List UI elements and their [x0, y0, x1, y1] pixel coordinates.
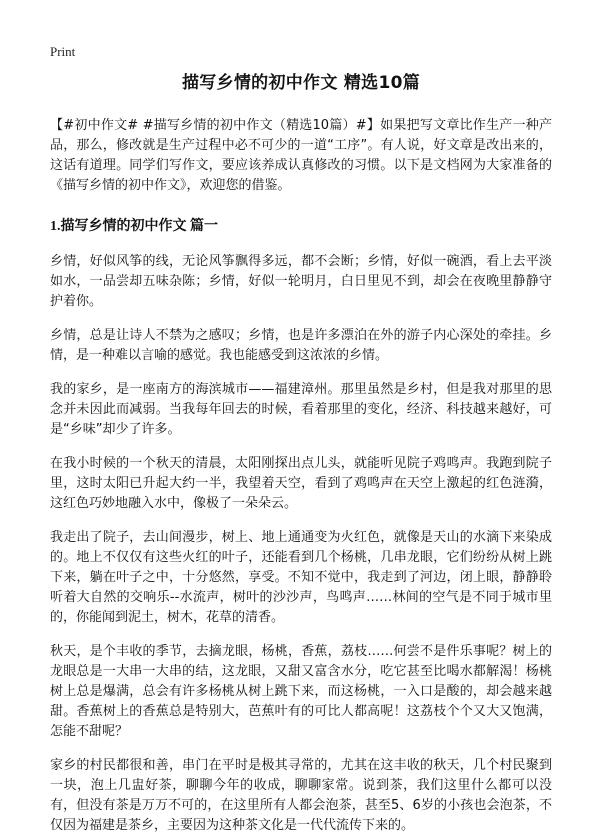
body-paragraph-1: 乡情，好似风筝的线，无论风筝飘得多远，都不会断；乡情，好似一碗酒，看上去平淡如水，一品尝却五味杂陈；乡情，好似一轮明月，白日里见不到，却会在夜晚里静静守护着你。 [50, 254, 552, 309]
section-heading: 1.描写乡情的初中作文 篇一 [50, 219, 218, 234]
body-paragraph-4: 在我小时候的一个秋天的清晨，太阳刚探出点儿头，就能听见院子鸡鸣声。我跑到院子里，这时太阳已升起大约一半，我望着天空，看到了鸡鸣声在天空上激起的红色涟漪，这红色巧妙地融入水中，像极了一朵朵云。 [50, 456, 552, 511]
body-paragraph-2: 乡情，总是让诗人不禁为之感叹；乡情，也是许多漂泊在外的游子内心深处的牵挂。乡情，是一种难以言喻的感觉。我也能感受到这浓浓的乡情。 [50, 328, 552, 363]
page-title: 描写乡情的初中作文 精选10篇 [181, 73, 421, 93]
body-paragraph-3: 我的家乡，是一座南方的海滨城市——福建漳州。那里虽然是乡村，但是我对那里的思念并未因此而减弱。当我每年回去的时候，看着那里的变化，经济、科技越来越好，可是“乡味”却少了许多。 [50, 382, 552, 437]
body-paragraph-7: 家乡的村民都很和善，串门在平时是极其寻常的，尤其在这丰收的秋天，几个村民聚到一块，泡上几盅好茶，聊聊今年的收成，聊聊家常。说到茶，我们这里什么都可以没有，但没有茶是万万不可的，在这里所有人都会泡茶，甚至5、6岁的小孩也会泡茶，不仅因为福建是茶乡，主要因为这种茶文化是一代代流传下来的。 [50, 758, 552, 833]
body-paragraph-6: 秋天，是个丰收的季节，去摘龙眼，杨桃，香蕉，荔枝……何尝不是件乐事呢？树上的龙眼总是一大串一大串的结，这龙眼，又甜又富含水分，吃它甚至比喝水都解渴！杨桃树上总是爆满，总会有许多杨桃从树上跳下来，而这杨桃，一入口是酸的，却会越来越甜。香蕉树上的香蕉总是特别大，芭蕉叶有的可比人都高呢！这荔枝个个又大又饱满，怎能不甜呢？ [50, 644, 552, 739]
body-paragraph-5: 我走出了院子，去山间漫步，树上、地上通通变为火红色，就像是天山的水滴下来染成的。地上不仅仅有这些火红的叶子，还能看到几个杨桃，几串龙眼，它们纷纷从树上跳下来，躺在叶子之中，十分悠然，享受。不知不觉中，我走到了河边，闭上眼，静静聆听着大自然的交响乐--水流声，树叶的沙沙声，鸟鸣声……林间的空气是不同于城市里的，你能闻到泥土，树木，花草的清香。 [50, 530, 552, 625]
intro-paragraph: 【#初中作文# #描写乡情的初中作文（精选10篇）#】如果把写文章比作生产一种产品，那么，修改就是生产过程中必不可少的一道“工序”。有人说，好文章是改出来的，这话有道理。同学们写作文，要应该养成认真修改的习惯。以下是文档网为大家准备的《描写乡情的初中作文》，欢迎您的借鉴。 [50, 118, 552, 193]
print-label: Print [50, 44, 76, 59]
